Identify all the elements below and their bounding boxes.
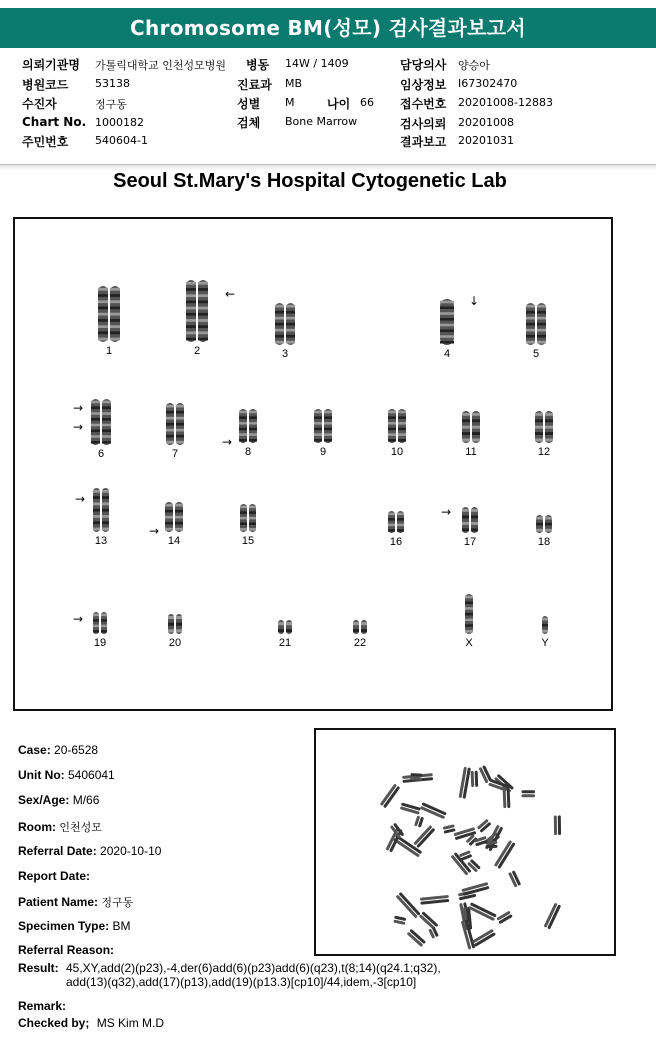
request-value: 20201008 (458, 116, 514, 129)
abnormality-arrow-icon: → (149, 524, 160, 538)
metaphase-chromosome (396, 892, 421, 919)
report-title: Chromosome BM(성모) 검사결과보고서 (0, 8, 656, 48)
id-value: 540604-1 (95, 134, 148, 147)
age-value: 66 (360, 96, 374, 109)
abnormality-arrow-icon: → (73, 401, 84, 415)
metaphase-chromosome (554, 815, 561, 835)
abnormality-arrow-icon: ↓ (469, 294, 480, 308)
metaphase-chromosome (468, 902, 497, 921)
hospital-label: 의뢰기관명 (22, 58, 80, 72)
chromosome-pair-5 (526, 303, 546, 345)
sex-label: 성별 (237, 97, 261, 111)
lab-title: Seoul St.Mary's Hospital Cytogenetic Lab (113, 170, 507, 192)
metaphase-chromosome (380, 784, 401, 809)
metaphase-image (314, 728, 616, 956)
chromosome-pair-7 (166, 403, 184, 445)
hospital-value: 가톨릭대학교 인천성모병원 (95, 59, 227, 72)
chromosome-label-4: 4 (443, 348, 451, 360)
unit-value: 5406041 (68, 768, 115, 782)
chromosome-label-1: 1 (105, 345, 113, 357)
metaphase-chromosome (472, 929, 496, 947)
chromosome-pair-12 (535, 411, 553, 443)
metaphase-chromosome (461, 882, 489, 896)
chromosome-label-14: 14 (167, 535, 181, 547)
remark-label: Remark: (18, 999, 67, 1013)
metaphase-chromosome (461, 919, 475, 949)
case-label: Case: (18, 743, 51, 757)
metaphase-chromosome (419, 911, 439, 930)
patient-label: 수진자 (22, 97, 57, 111)
patient-value: 정구동 (95, 98, 127, 111)
metaphase-chromosome (414, 815, 424, 827)
ward-value: 14W / 1409 (285, 57, 349, 70)
metaphase-chromosome (494, 840, 516, 869)
sexage-label: Sex/Age: (18, 793, 70, 807)
dept-value: MB (285, 77, 303, 90)
metaphase-chromosome (453, 827, 476, 840)
chromosome-label-13: 13 (94, 535, 108, 547)
chromosome-label-22: 22 (353, 637, 367, 649)
sexage-value: M/66 (72, 793, 100, 807)
chromosome-label-2: 2 (193, 345, 201, 357)
chromosome-pair-18 (536, 515, 552, 533)
patient-info-panel (0, 52, 656, 164)
chromosome-pair-6 (91, 399, 111, 445)
abnormality-arrow-icon: ← (225, 287, 236, 301)
sex-value: M (285, 96, 295, 109)
report-label: 결과보고 (400, 135, 447, 149)
metaphase-chromosome (393, 916, 406, 925)
metaphase-spread (316, 730, 614, 954)
id-label: 주민번호 (22, 135, 69, 149)
chromosome-label-7: 7 (171, 448, 179, 460)
metaphase-chromosome (474, 836, 488, 847)
chromosome-pair-20 (168, 614, 182, 634)
karyogram (13, 217, 613, 711)
chromosome-label-X: X (465, 637, 473, 649)
chromosome-pair-10 (388, 409, 406, 443)
specimen-type-row (18, 919, 130, 933)
case-value: 20-6528 (54, 743, 99, 757)
room-label: Room: (18, 820, 56, 834)
chromosome-label-Y: Y (541, 637, 549, 649)
chromosome-label-15: 15 (241, 535, 255, 547)
checked-row (18, 1016, 164, 1030)
chromosome-label-19: 19 (93, 637, 107, 649)
sexage-row (18, 793, 99, 807)
specimen-label: 검체 (237, 116, 261, 130)
chromosome-label-5: 5 (532, 348, 540, 360)
metaphase-chromosome (496, 911, 513, 925)
metaphase-chromosome (459, 767, 471, 799)
code-label: 병원코드 (22, 78, 69, 92)
chromosome-pair-14 (165, 502, 183, 532)
abnormality-arrow-icon: → (441, 505, 452, 519)
metaphase-chromosome (477, 819, 492, 833)
chromosome-pair-17 (462, 507, 478, 533)
result-line-1: 45,XY,add(2)(p23),-4,der(6)add(6)(p23)add(6)(q23),t(8;14)(q24.1;q32), (66, 961, 441, 975)
referral-reason-label: Referral Reason: (18, 943, 115, 957)
referral-date-label: Referral Date: (18, 844, 97, 858)
chromosome-pair-3 (275, 303, 295, 345)
metaphase-chromosome (407, 929, 426, 947)
doctor-label: 담당의사 (400, 58, 447, 72)
chromosome-label-8: 8 (244, 446, 252, 458)
chromosome-pair-21 (278, 620, 292, 634)
checked-label: Checked by; (18, 1016, 90, 1030)
chromosome-pair-22 (353, 620, 367, 634)
chromosome-pair-13 (93, 488, 109, 532)
chromosome-label-17: 17 (463, 536, 477, 548)
code-value: 53138 (95, 77, 130, 90)
metaphase-chromosome (413, 825, 435, 848)
chromosome-pair-4 (440, 299, 454, 345)
metaphase-chromosome (508, 870, 521, 887)
patient-name-value: 정구동 (101, 897, 134, 909)
metaphase-chromosome (544, 903, 562, 930)
case-row (18, 743, 98, 757)
clinical-label: 임상정보 (400, 78, 447, 92)
chromosome-pair-1 (98, 286, 120, 342)
report-date-row (18, 869, 90, 883)
specimen-type-label: Specimen Type: (18, 919, 110, 933)
checked-value: MS Kim M.D (96, 1016, 165, 1030)
receipt-value: 20201008-12883 (458, 96, 553, 109)
karyogram-image (15, 219, 611, 709)
chromosome-pair-11 (462, 411, 480, 443)
unit-label: Unit No: (18, 768, 65, 782)
chromosome-label-16: 16 (389, 536, 403, 548)
chart-value: 1000182 (95, 116, 144, 129)
metaphase-chromosome (428, 927, 439, 939)
referral-reason-row (18, 943, 114, 957)
abnormality-arrow-icon: → (73, 612, 84, 626)
report-date-label: Report Date: (18, 869, 91, 883)
metaphase-chromosome (400, 802, 421, 814)
unit-row (18, 768, 115, 782)
metaphase-chromosome (443, 824, 456, 834)
metaphase-chromosome (521, 790, 535, 797)
room-row (18, 819, 102, 835)
dept-label: 진료과 (237, 78, 272, 92)
result-value (66, 961, 536, 989)
patient-name-label: Patient Name: (18, 895, 99, 909)
report-value: 20201031 (458, 134, 514, 147)
abnormality-arrow-icon: → (222, 435, 233, 449)
specimen-value: Bone Marrow (285, 115, 358, 128)
chromosome-label-18: 18 (537, 536, 551, 548)
doctor-value: 양승아 (458, 59, 490, 72)
chromosome-label-6: 6 (97, 448, 105, 460)
chromosome-pair-19 (93, 612, 107, 634)
metaphase-chromosome (420, 895, 449, 905)
chromosome-label-10: 10 (390, 446, 404, 458)
chromosome-pair-15 (240, 504, 256, 532)
chromosome-pair-8 (239, 409, 257, 443)
ward-label: 병동 (246, 58, 270, 72)
chromosome-label-11: 11 (465, 446, 477, 458)
chromosome-pair-16 (388, 511, 404, 533)
abnormality-arrow-icon: → (75, 492, 86, 506)
chromosome-label-20: 20 (168, 637, 182, 649)
chromosome-pair-X (465, 594, 473, 634)
specimen-type-value: BM (112, 919, 131, 933)
chromosome-label-3: 3 (281, 348, 289, 360)
metaphase-chromosome (471, 771, 479, 787)
referral-date-row (18, 844, 161, 858)
abnormality-arrow-icon: → (73, 420, 84, 434)
chart-label: Chart No. (22, 115, 87, 129)
chromosome-pair-9 (314, 409, 332, 443)
receipt-label: 접수번호 (400, 97, 447, 111)
chromosome-label-21: 21 (278, 637, 292, 649)
chromosome-label-12: 12 (537, 446, 551, 458)
chromosome-pair-2 (186, 280, 208, 342)
clinical-value: I67302470 (458, 77, 518, 90)
chromosome-label-9: 9 (319, 446, 327, 458)
metaphase-chromosome (420, 802, 447, 819)
referral-date-value: 2020-10-10 (100, 844, 162, 858)
patient-name-row (18, 894, 133, 910)
room-value: 인천성모 (59, 822, 102, 834)
result-label: Result: (18, 961, 59, 975)
age-label: 나이 (327, 97, 351, 111)
result-line-2: add(13)(q32),add(17)(p13),add(19)(p13.3)[cp10]/44,idem,-3[cp10] (66, 975, 417, 989)
chromosome-pair-Y (542, 616, 548, 634)
request-label: 검사의뢰 (400, 117, 447, 131)
